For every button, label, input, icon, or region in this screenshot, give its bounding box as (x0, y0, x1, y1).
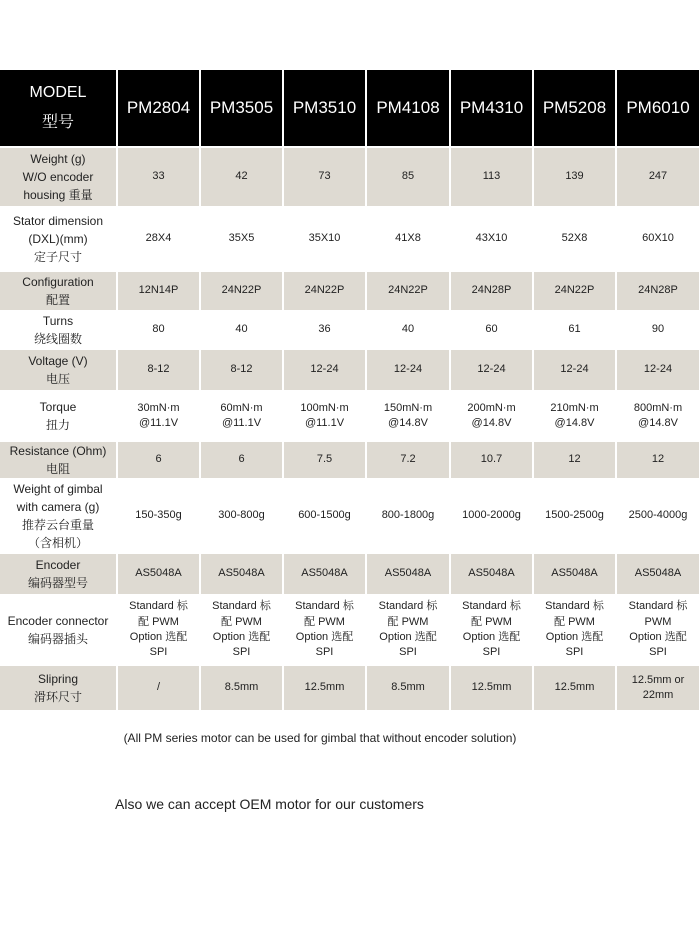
label-line: 定子尺寸 (33, 250, 82, 264)
spec-value-cell (450, 349, 533, 391)
spec-value-cell (283, 147, 366, 207)
value-line: SPI (232, 646, 251, 659)
spec-row (0, 349, 700, 391)
value-line: 24N22P (304, 284, 345, 297)
value-line: 24N22P (221, 284, 262, 297)
model-column-header: PM4108 (366, 70, 450, 147)
spec-row (0, 595, 700, 665)
value-line: 210mN·m (550, 401, 599, 414)
spec-value-cell (200, 271, 283, 311)
header-row (0, 70, 700, 147)
model-label-cn: 型号 (41, 114, 74, 131)
spec-value-cell (200, 207, 283, 271)
spec-row (0, 391, 700, 441)
spec-row-label (0, 441, 117, 479)
value-line: 40 (235, 323, 248, 336)
value-line: 35X10 (308, 232, 341, 245)
spec-value-cell (283, 665, 366, 711)
spec-row-label (0, 349, 117, 391)
value-line: Standard 标 (212, 600, 271, 613)
value-line: SPI (315, 646, 334, 659)
value-line: 12.5mm (471, 681, 512, 694)
spec-value-cell (533, 391, 616, 441)
spec-value-cell (616, 271, 700, 311)
spec-value-cell (533, 207, 616, 271)
label-line: (DXL)(mm) (28, 232, 88, 246)
spec-value-cell (533, 665, 616, 711)
value-line: 600-1500g (298, 509, 351, 522)
spec-value-cell (200, 311, 283, 349)
value-line: 12-24 (477, 363, 506, 376)
spec-value-cell (283, 311, 366, 349)
spec-value-cell (200, 391, 283, 441)
value-line: Standard 标 (545, 600, 604, 613)
spec-value-cell (366, 595, 450, 665)
value-line: Option 选配 (129, 631, 188, 643)
value-line: 100mN·m (300, 401, 349, 414)
value-line: @11.1V (138, 417, 179, 429)
spec-row-label (0, 271, 117, 311)
spec-value-cell (616, 207, 700, 271)
value-line: 12.5mm or (631, 673, 685, 686)
value-line: 12 (568, 453, 581, 466)
label-line: 编码器插头 (27, 632, 88, 646)
value-line: 33 (152, 170, 165, 183)
spec-row-label (0, 391, 117, 441)
spec-value-cell (616, 553, 700, 595)
value-line: 43X10 (475, 232, 508, 245)
value-line: 配 PWM (304, 615, 345, 628)
spec-row (0, 207, 700, 271)
spec-value-cell (366, 311, 450, 349)
value-line: AS5048A (468, 567, 515, 580)
spec-value-cell (117, 665, 200, 711)
spec-value-cell (200, 441, 283, 479)
spec-value-cell (533, 349, 616, 391)
spec-value-cell (117, 311, 200, 349)
value-line: 73 (318, 170, 331, 183)
value-line: Option 选配 (629, 631, 687, 643)
value-line: 12N14P (138, 284, 179, 297)
spec-value-cell (616, 349, 700, 391)
spec-value-cell (450, 595, 533, 665)
value-line: Option 选配 (212, 631, 271, 643)
spec-value-cell (117, 349, 200, 391)
spec-value-cell (200, 665, 283, 711)
spec-value-cell (366, 441, 450, 479)
value-line: Option 选配 (295, 631, 354, 643)
value-line: Option 选配 (379, 631, 437, 643)
spec-value-cell (117, 553, 200, 595)
spec-value-cell (366, 147, 450, 207)
spec-value-cell (366, 665, 450, 711)
value-line: 12-24 (560, 363, 589, 376)
value-line: 配 PWM (387, 615, 429, 628)
value-line: 200mN·m (467, 401, 516, 414)
spec-value-cell (533, 147, 616, 207)
value-line: SPI (565, 646, 584, 659)
value-line: 配 PWM (138, 615, 179, 628)
spec-value-cell (616, 147, 700, 207)
value-line: 10.7 (480, 453, 503, 466)
label-line: Stator dimension (12, 214, 104, 228)
label-line: with camera (g) (16, 500, 100, 514)
value-line: Standard 标 (129, 600, 188, 613)
spec-value-cell (366, 391, 450, 441)
spec-value-cell (533, 441, 616, 479)
value-line: 8-12 (147, 363, 170, 376)
value-line: 30mN·m (137, 401, 180, 414)
spec-value-cell (366, 207, 450, 271)
value-line: 12.5mm (554, 681, 595, 694)
label-line: Encoder (35, 558, 81, 572)
spec-value-cell (616, 441, 700, 479)
spec-value-cell (533, 595, 616, 665)
value-line: Option 选配 (545, 631, 604, 643)
spec-row-label (0, 665, 117, 711)
value-line: 配 PWM (471, 615, 512, 628)
value-line: 85 (401, 170, 415, 183)
spec-value-cell (366, 349, 450, 391)
spec-value-cell (366, 271, 450, 311)
model-column-header: PM3510 (283, 70, 366, 147)
spec-value-cell (366, 553, 450, 595)
value-line: Standard 标 (628, 600, 688, 613)
spec-value-cell (117, 147, 200, 207)
value-line: 6 (155, 453, 162, 466)
value-line: AS5048A (384, 567, 432, 580)
value-line: AS5048A (551, 567, 598, 580)
value-line: AS5048A (301, 567, 348, 580)
value-line: 300-800g (218, 509, 265, 522)
label-line: 扭力 (45, 418, 70, 432)
model-column-header: PM6010 (616, 70, 700, 147)
spec-value-cell (200, 349, 283, 391)
label-line: housing 重量 (23, 188, 93, 202)
label-line: 电阻 (45, 462, 70, 476)
model-header-cell (0, 70, 117, 147)
value-line: SPI (482, 646, 501, 659)
value-line: / (156, 681, 161, 694)
label-line: Encoder connector (7, 614, 109, 628)
value-line: 12-24 (643, 363, 673, 376)
value-line: 150-350g (135, 509, 182, 522)
spec-row (0, 665, 700, 711)
spec-value-cell (450, 311, 533, 349)
spec-value-cell (283, 441, 366, 479)
value-line: AS5048A (634, 567, 682, 580)
spec-value-cell (616, 391, 700, 441)
spec-row-label (0, 479, 117, 553)
spec-row (0, 311, 700, 349)
value-line: 12 (651, 453, 665, 466)
spec-row-label (0, 207, 117, 271)
value-line: @11.1V (221, 417, 262, 429)
spec-value-cell (283, 391, 366, 441)
table-body (0, 147, 700, 711)
label-line: Voltage (V) (28, 354, 88, 368)
value-line: 8.5mm (224, 681, 259, 694)
value-line: 8-12 (230, 363, 253, 376)
spec-value-cell (533, 479, 616, 553)
label-line: 推荐云台重量 (21, 518, 94, 532)
model-column-header: PM4310 (450, 70, 533, 147)
label-line: W/O encoder (22, 170, 94, 184)
spec-value-cell (200, 147, 283, 207)
spec-value-cell (450, 147, 533, 207)
spec-value-cell (616, 595, 700, 665)
spec-value-cell (450, 665, 533, 711)
value-line: 60 (485, 323, 498, 336)
spec-value-cell (200, 553, 283, 595)
label-line: Weight (g) (30, 152, 86, 166)
label-line: 编码器型号 (27, 576, 88, 590)
label-line: Weight of gimbal (13, 482, 103, 496)
value-line: 6 (238, 453, 245, 466)
value-line: 60X10 (642, 232, 674, 245)
value-line: @14.8V (638, 417, 678, 429)
label-line: 绕线圈数 (33, 332, 82, 346)
label-line: Resistance (Ohm) (9, 444, 107, 458)
spec-value-cell (200, 479, 283, 553)
spec-value-cell (533, 271, 616, 311)
value-line: 800-1800g (381, 509, 435, 522)
value-line: Standard 标 (378, 600, 438, 613)
value-line: 41X8 (395, 232, 421, 245)
spec-value-cell (117, 271, 200, 311)
spec-row-label (0, 311, 117, 349)
oem-note: Also we can accept OEM motor for our customers (115, 796, 424, 812)
value-line: Standard 标 (295, 600, 354, 613)
label-line: 电压 (45, 372, 70, 386)
value-line: 113 (482, 170, 501, 183)
spec-value-cell (616, 665, 700, 711)
value-line: 7.5 (316, 453, 333, 466)
value-line: 60mN·m (220, 401, 263, 414)
spec-value-cell (616, 479, 700, 553)
value-line: 配 PWM (554, 615, 595, 628)
label-line: 配置 (45, 293, 70, 307)
value-line: Standard 标 (462, 600, 521, 613)
spec-value-cell (283, 207, 366, 271)
spec-value-cell (283, 553, 366, 595)
value-line: SPI (649, 646, 667, 659)
label-line: Slipring (37, 672, 79, 686)
label-line: Configuration (22, 275, 94, 289)
value-line: 7.2 (400, 453, 416, 466)
value-line: 80 (152, 323, 165, 336)
value-line: 24N28P (638, 284, 678, 297)
spec-row (0, 147, 700, 207)
value-line: 24N22P (554, 284, 595, 297)
spec-value-cell (117, 391, 200, 441)
spec-value-cell (283, 349, 366, 391)
value-line: @14.8V (554, 417, 595, 429)
value-line: 247 (648, 170, 668, 183)
value-line: Option 选配 (462, 631, 521, 643)
spec-value-cell (616, 311, 700, 349)
spec-value-cell (117, 441, 200, 479)
footnote: (All PM series motor can be used for gimbal that without encoder solution) (123, 731, 517, 745)
spec-value-cell (366, 479, 450, 553)
value-line: 35X5 (228, 232, 255, 245)
value-line: 800mN·m (633, 401, 683, 414)
spec-row (0, 479, 700, 553)
spec-value-cell (283, 479, 366, 553)
value-line: @14.8V (471, 417, 512, 429)
spec-value-cell (283, 595, 366, 665)
value-line: 12-24 (310, 363, 339, 376)
value-line: @11.1V (304, 417, 345, 429)
model-column-header: PM2804 (117, 70, 200, 147)
model-column-header: PM3505 (200, 70, 283, 147)
value-line: 2500-4000g (628, 509, 688, 522)
value-line: 42 (235, 170, 248, 183)
label-line: （含相机） (27, 536, 88, 550)
value-line: SPI (149, 646, 168, 659)
value-line: 52X8 (561, 232, 588, 245)
value-line: 配 PWM (221, 615, 262, 628)
value-line: 8.5mm (391, 681, 425, 694)
value-line: 24N22P (388, 284, 428, 297)
spec-row-label (0, 595, 117, 665)
value-line: 12.5mm (304, 681, 345, 694)
spec-value-cell (283, 271, 366, 311)
spec-value-cell (450, 207, 533, 271)
spec-value-cell (533, 553, 616, 595)
spec-row-label (0, 553, 117, 595)
value-line: 24N28P (471, 284, 512, 297)
model-column-header: PM5208 (533, 70, 616, 147)
spec-value-cell (200, 595, 283, 665)
value-line: 90 (651, 323, 665, 336)
spec-row (0, 271, 700, 311)
value-line: 22mm (642, 689, 674, 701)
value-line: SPI (399, 646, 417, 659)
value-line: @14.8V (388, 417, 428, 429)
value-line: PWM (644, 615, 672, 628)
value-line: AS5048A (135, 567, 182, 580)
spec-row (0, 441, 700, 479)
spec-value-cell (533, 311, 616, 349)
spec-value-cell (450, 271, 533, 311)
table-header (0, 70, 700, 147)
label-line: Turns (42, 314, 74, 328)
spec-row (0, 553, 700, 595)
model-label: MODEL (29, 83, 87, 101)
value-line: 150mN·m (383, 401, 433, 414)
label-line: 滑环尺寸 (33, 690, 82, 704)
spec-value-cell (450, 553, 533, 595)
spec-value-cell (450, 391, 533, 441)
value-line: 36 (318, 323, 331, 336)
spec-row-label (0, 147, 117, 207)
value-line: 40 (401, 323, 415, 336)
value-line: 12-24 (393, 363, 423, 376)
value-line: 61 (568, 323, 581, 336)
spec-value-cell (117, 479, 200, 553)
value-line: 1000-2000g (462, 509, 521, 522)
spec-value-cell (117, 595, 200, 665)
spec-value-cell (450, 479, 533, 553)
value-line: 1500-2500g (545, 509, 604, 522)
spec-value-cell (117, 207, 200, 271)
spec-value-cell (450, 441, 533, 479)
label-line: Torque (39, 400, 77, 414)
value-line: AS5048A (218, 567, 265, 580)
motor-spec-table (0, 70, 700, 712)
value-line: 28X4 (145, 232, 172, 245)
value-line: 139 (565, 170, 584, 183)
